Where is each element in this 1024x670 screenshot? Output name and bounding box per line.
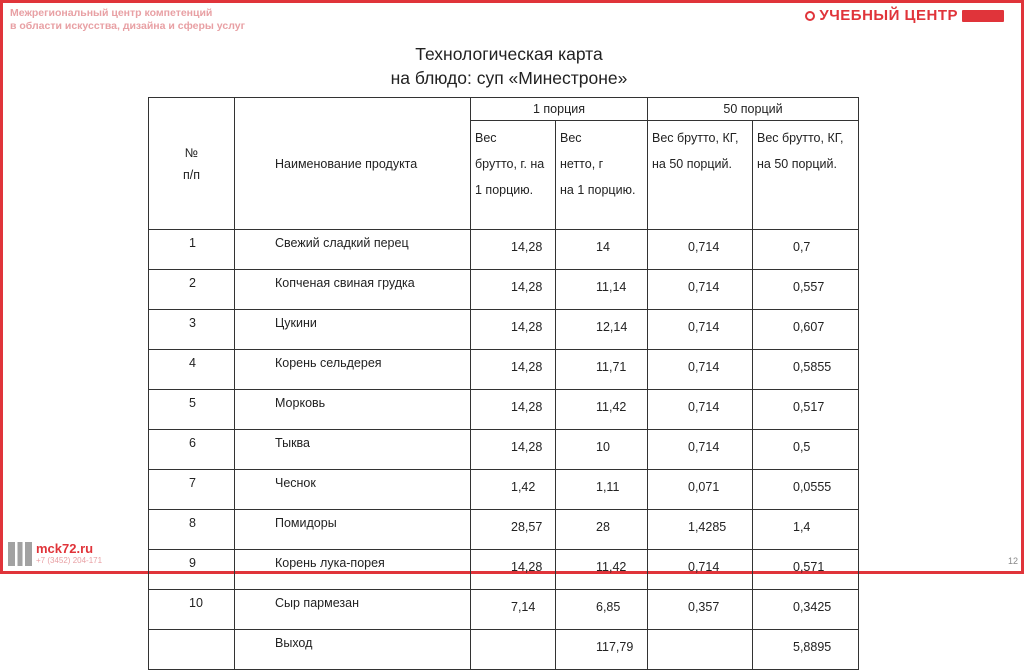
table-row: 4 Корень сельдерея 14,28 11,71 0,714 0,5855 [149, 350, 859, 390]
table-row: 8 Помидоры 28,57 28 1,4285 1,4 [149, 510, 859, 550]
header-product-name: Наименование продукта [235, 98, 471, 230]
total-label: Выход [235, 630, 471, 670]
table-row: 7 Чеснок 1,42 1,11 0,071 0,0555 [149, 470, 859, 510]
org-line-1: Межрегиональный центр компетенций [10, 7, 213, 19]
site-link[interactable]: mck72.ru [36, 541, 94, 556]
table-row: 10 Сыр пармезан 7,14 6,85 0,357 0,3425 [149, 590, 859, 630]
table-total-row [149, 630, 859, 670]
header-net-per-portion: Вес нетто, г на 1 порцию. [556, 121, 648, 230]
page-title [0, 42, 1018, 90]
brand-circle-icon [805, 11, 815, 21]
brand-badge-icon [962, 10, 1004, 22]
table-header-row [149, 98, 859, 121]
table-row: 1 Свежий сладкий перец 14,28 14 0,714 0,7 [149, 230, 859, 270]
table-row: 6 Тыква 14,28 10 0,714 0,5 [149, 430, 859, 470]
table-row: 5 Морковь 14,28 11,42 0,714 0,517 [149, 390, 859, 430]
header-fifty-portions: 50 порций [648, 98, 859, 121]
organization-name [10, 7, 245, 33]
table-row: 9 Корень лука-порея 14,28 11,42 0,714 0,571 [149, 550, 859, 590]
header-gross-fifty-2: Вес брутто, КГ, на 50 порций. [753, 121, 859, 230]
footer-contacts [8, 542, 102, 566]
qr-code-icon [8, 542, 32, 566]
header-number: № п/п [149, 98, 235, 230]
page-number: 12 [1007, 556, 1018, 566]
header-one-portion: 1 порция [471, 98, 648, 121]
header-gross-per-portion: Вес брутто, г. на 1 порцию. [471, 121, 556, 230]
phone-number: +7 (3452) 204-171 [36, 556, 103, 565]
brand-logo [805, 7, 1004, 24]
tech-card-table [148, 97, 859, 670]
org-line-2: в области искусства, дизайна и сферы услуг [10, 20, 245, 32]
table-row: 2 Копченая свиная грудка 14,28 11,14 0,714 0,557 [149, 270, 859, 310]
total-gross-fifty: 5,8895 [753, 630, 859, 670]
brand-name: УЧЕБНЫЙ ЦЕНТР [819, 7, 958, 24]
title-line-2: на блюдо: суп «Минестроне» [390, 68, 628, 88]
table-row: 3 Цукини 14,28 12,14 0,714 0,607 [149, 310, 859, 350]
header-gross-fifty: Вес брутто, КГ, на 50 порций. [648, 121, 753, 230]
total-net: 117,79 [556, 630, 648, 670]
title-line-1: Технологическая карта [415, 44, 603, 64]
